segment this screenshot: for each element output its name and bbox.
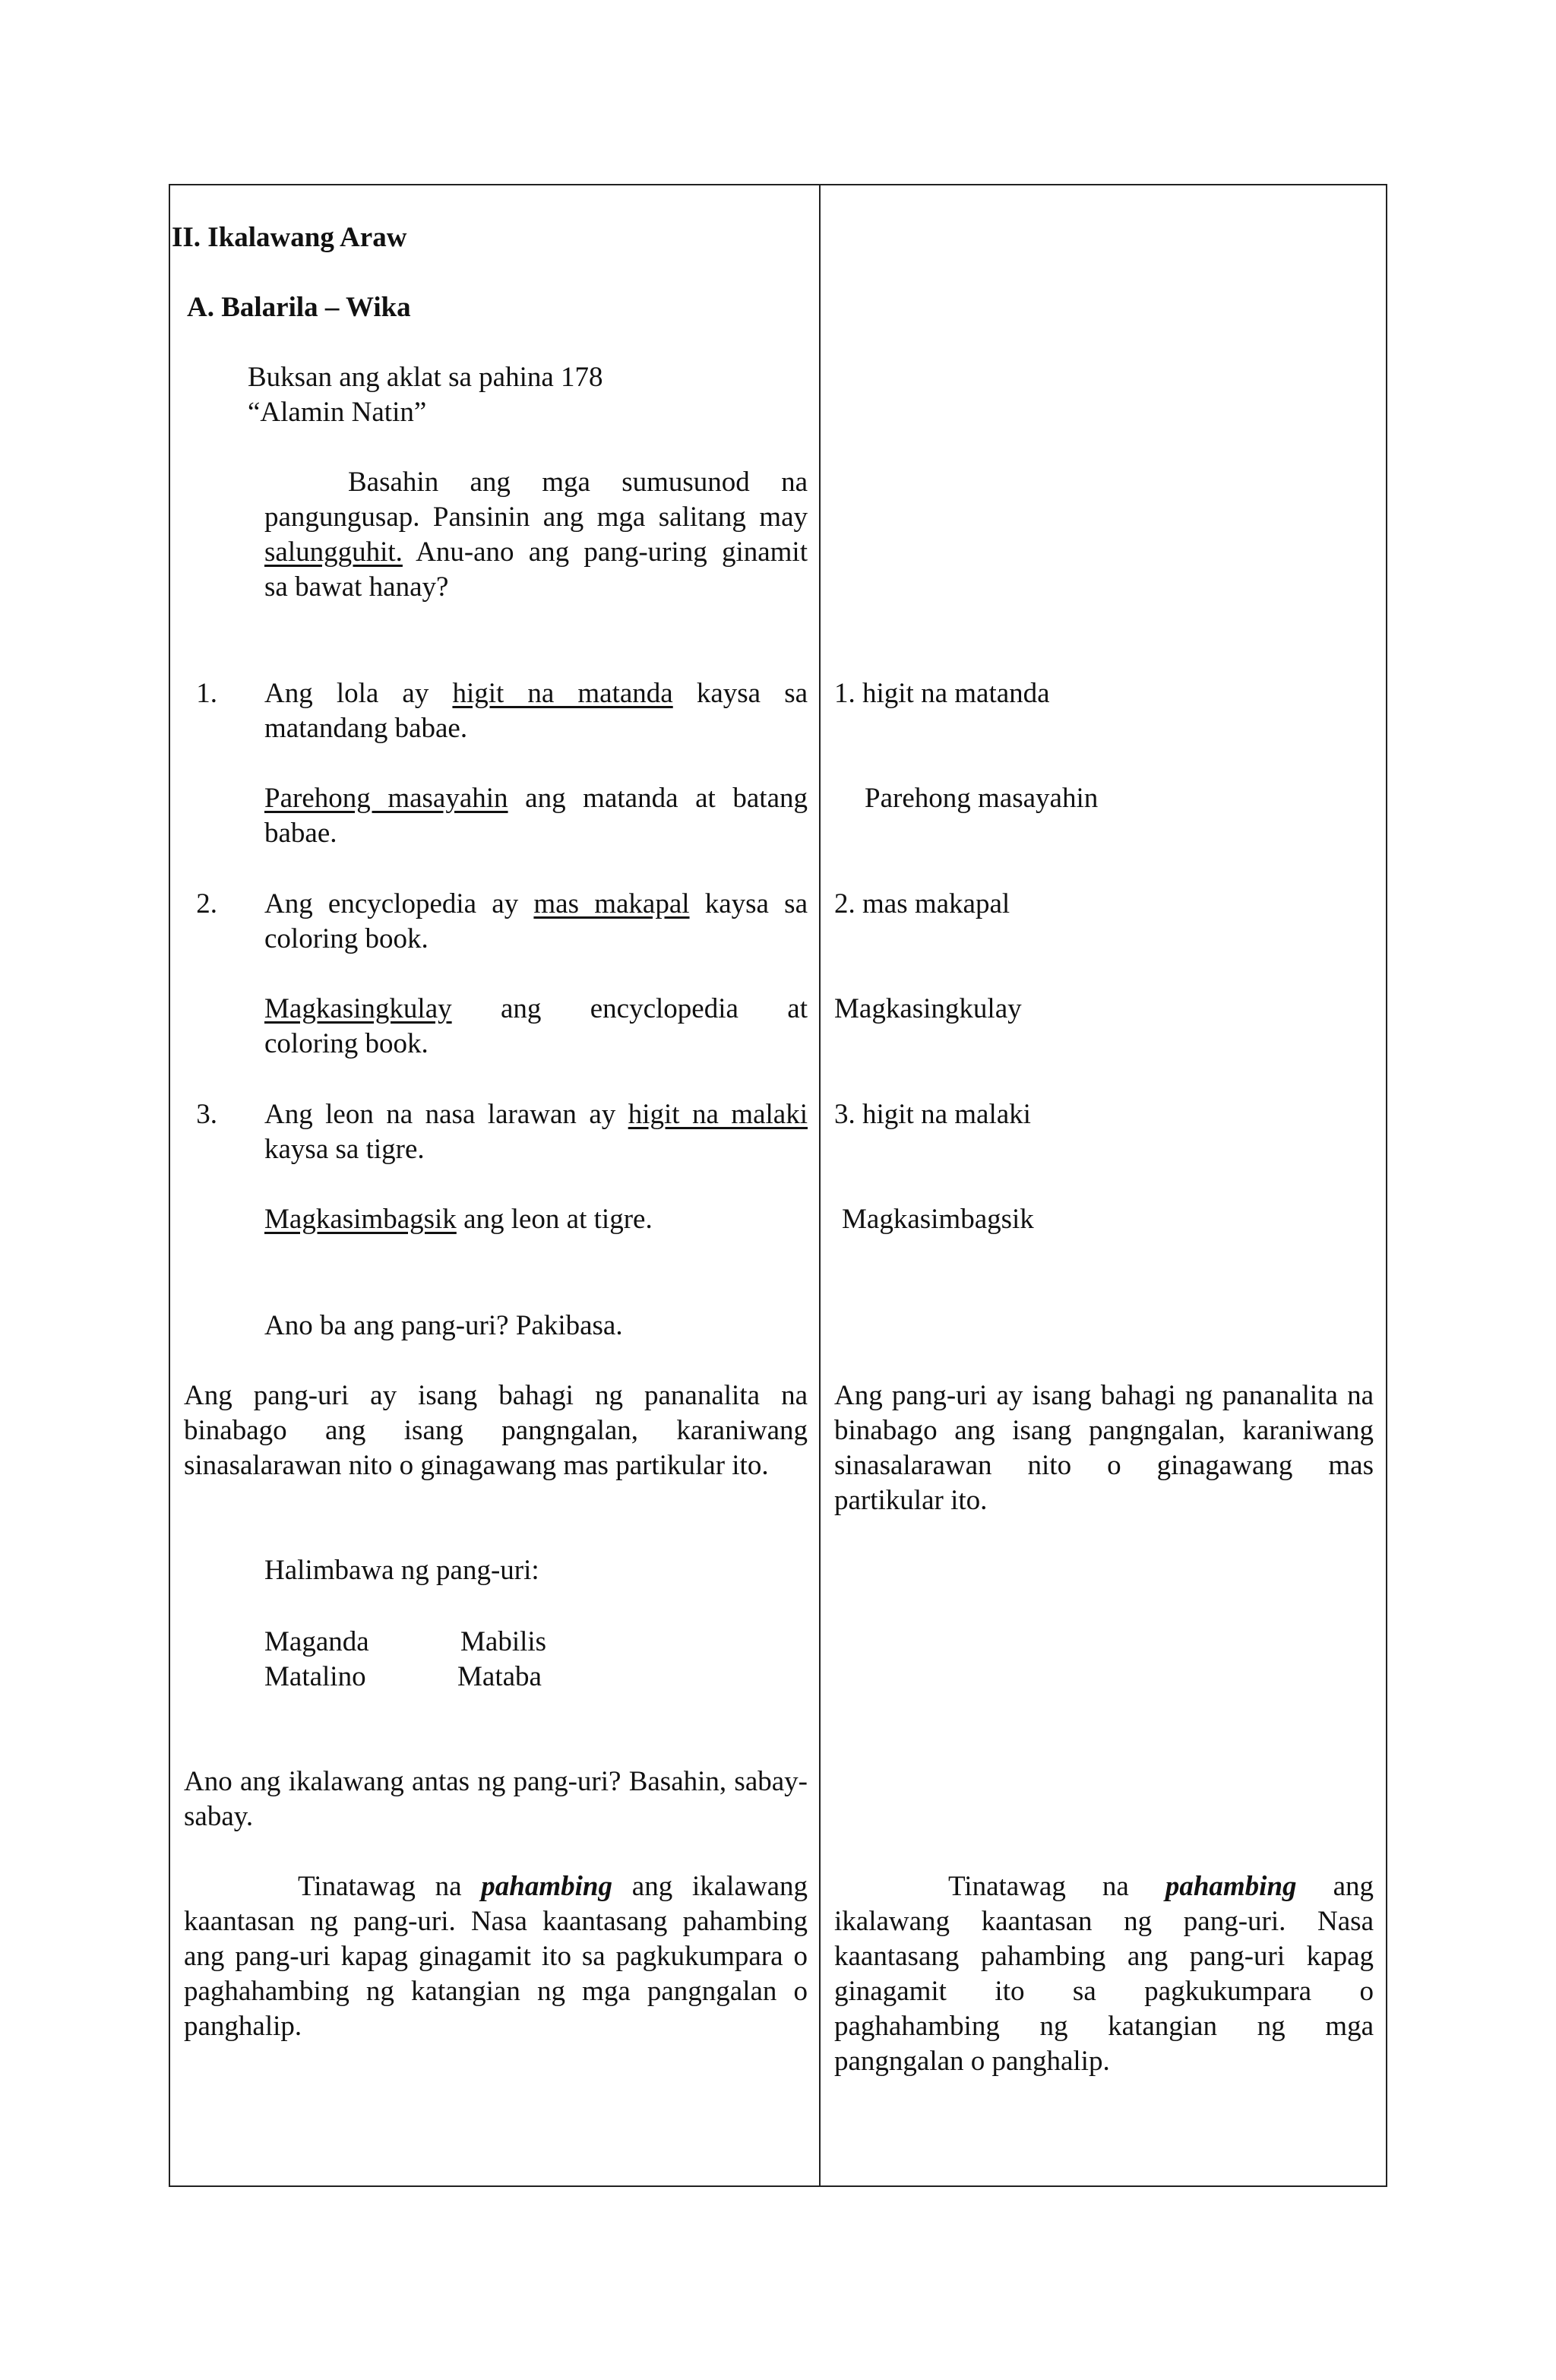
answer-text: 3. higit na malaki xyxy=(834,1099,1031,1130)
column-divider xyxy=(819,184,821,2187)
item-sentence: Parehong masayahin ang matanda at batang babae. xyxy=(264,783,808,849)
definition-paragraph: Ang pang-uri ay isang bahagi ng pananalita na binabago ang isang pangngalan, karaniwang sinasalarawan nito o ginagawang mas partikular ito. xyxy=(184,1380,808,1481)
example-word: Mabilis xyxy=(460,1626,547,1657)
pahambing-paragraph: Tinatawag na pahambing ang ikalawang kaantasan ng pang-uri. Nasa kaantasang pahambing ang pang-uri kapag ginagamit ito sa pagkukumpara o paghahambing ng katangian ng mga pangngalan o panghalip. xyxy=(184,1871,808,2042)
answer-text: Parehong masayahin xyxy=(865,783,1099,814)
second-degree-question: Ano ang ikalawang antas ng pang-uri? Basahin, sabay-sabay. xyxy=(184,1766,808,1832)
book-page-line: Buksan ang aklat sa pahina 178 xyxy=(248,362,603,393)
answer-text: 2. mas makapal xyxy=(834,888,1010,919)
pahambing-answer: Tinatawag na pahambing ang ikalawang kaantasan ng pang-uri. Nasa kaantasang pahambing ang pang-uri kapag ginagamit ito sa pagkukumpara o paghahambing ng katangian ng mga pangngalan o panghalip. xyxy=(834,1871,1374,2077)
section-subheading: A. Balarila – Wika xyxy=(187,292,411,323)
answer-text: Magkasimbagsik xyxy=(842,1204,1034,1235)
item-sentence: Ang encyclopedia ay mas makapal kaysa sa coloring book. xyxy=(264,888,808,954)
answer-text: Magkasingkulay xyxy=(834,993,1022,1024)
item-sentence: Magkasimbagsik ang leon at tigre. xyxy=(264,1204,653,1235)
instruction-paragraph: Basahin ang mga sumusunod na pangungusap. Pansinin ang mga salitang may salungguhit. Anu-ano ang pang-uring ginamit sa bawat hanay? xyxy=(264,467,808,603)
item-number: 1. xyxy=(196,678,217,709)
examples-label: Halimbawa ng pang-uri: xyxy=(264,1555,539,1586)
item-sentence: Magkasingkulay ang encyclopedia at coloring book. xyxy=(264,993,808,1059)
answer-text: 1. higit na matanda xyxy=(834,678,1050,709)
section-heading: II. Ikalawang Araw xyxy=(172,222,407,253)
book-section-title: “Alamin Natin” xyxy=(248,397,427,428)
definition-answer: Ang pang-uri ay isang bahagi ng pananalita na binabago ang isang pangngalan, karaniwang sinasalarawan nito o ginagawang mas partikular ito. xyxy=(834,1380,1374,1516)
item-number: 2. xyxy=(196,888,217,919)
item-sentence: Ang leon na nasa larawan ay higit na malaki kaysa sa tigre. xyxy=(264,1099,808,1165)
underlined-word: salungguhit. xyxy=(264,536,403,568)
example-word: Mataba xyxy=(457,1661,542,1692)
definition-question: Ano ba ang pang-uri? Pakibasa. xyxy=(264,1310,623,1341)
example-word: Maganda xyxy=(264,1626,369,1657)
item-number: 3. xyxy=(196,1099,217,1130)
example-word: Matalino xyxy=(264,1661,366,1692)
item-sentence: Ang lola ay higit na matanda kaysa sa matandang babae. xyxy=(264,678,808,744)
